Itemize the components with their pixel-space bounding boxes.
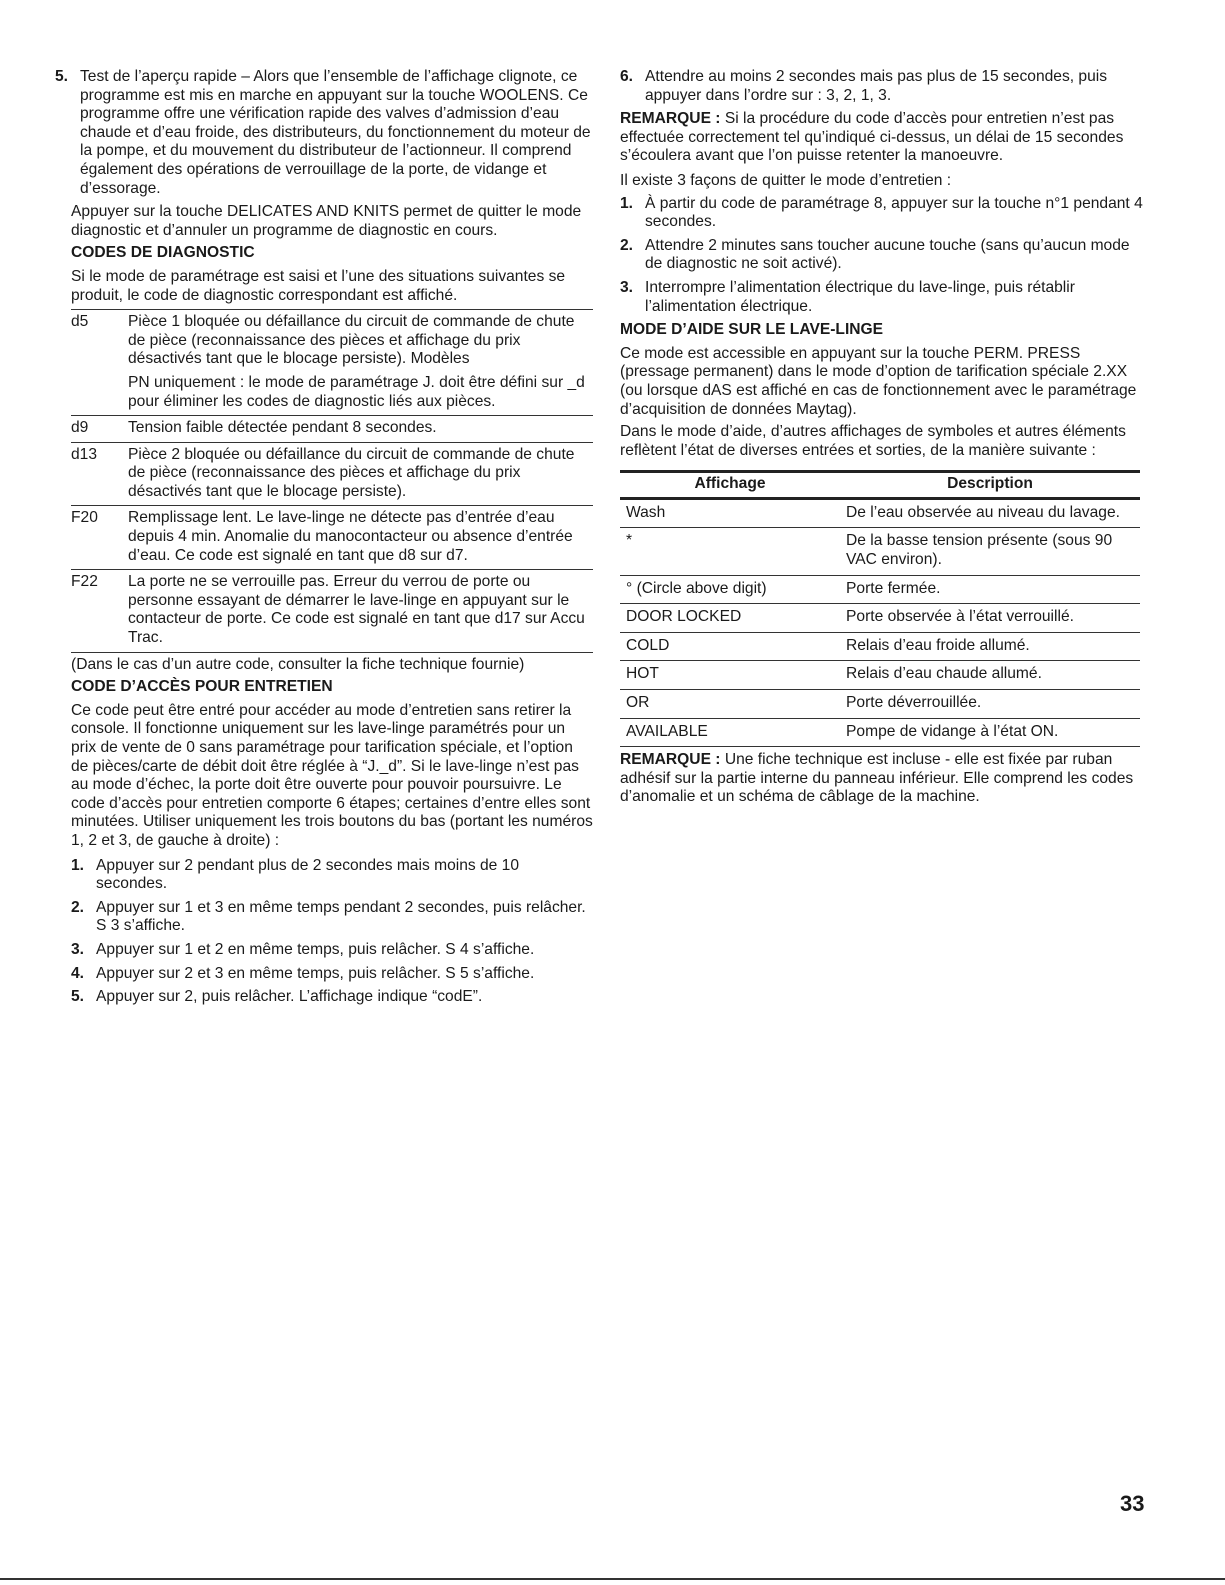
table-cell: AVAILABLE [620, 718, 840, 747]
section-heading: CODE D’ACCÈS POUR ENTRETIEN [71, 678, 333, 696]
list-item [71, 988, 593, 1007]
code-row [71, 310, 593, 416]
code-row [71, 570, 593, 652]
list-number: 2. [620, 236, 634, 254]
code-description [128, 313, 593, 411]
table-cell: De l’eau observée au niveau du lavage. [840, 498, 1140, 528]
section-heading: MODE D’AIDE SUR LE LAVE-LINGE [620, 321, 884, 339]
code-description-text: Remplissage lent. Le lave-linge ne détecte pas d’entrée d’eau depuis 4 min. Anomalie du manocontacteur ou absence d’entrée d’eau. Ce code est signalé en tant que d8 sur d7. [128, 509, 573, 564]
table-cell: Wash [620, 498, 840, 528]
code: F22 [71, 573, 98, 591]
section-heading: CODES DE DIAGNOSTIC [71, 244, 255, 262]
list-item [71, 899, 593, 936]
code-description-text: La porte ne se verrouille pas. Erreur du verrou de porte ou personne essayant de démarrer le lave-linge en appuyant sur le contacteur de porte. Ce code est signalé en tant que d17 sur Accu Trac. [128, 573, 585, 647]
code-row [71, 416, 593, 443]
list-item [71, 857, 593, 894]
table-cell: ° (Circle above digit) [620, 575, 840, 604]
remark-label: REMARQUE : [620, 751, 721, 769]
table-row [620, 661, 1140, 690]
list-number: 5. [71, 988, 85, 1006]
table-cell: Porte fermée. [840, 575, 1140, 604]
remark-text: Si la procédure du code d’accès pour entretien n’est pas effectuée correctement tel qu’indiqué ci-dessus, un délai de 15 secondes s’écoulera avant que l’on puisse retenter la manoeuvre. [620, 110, 1124, 165]
table-row [620, 575, 1140, 604]
code-description [128, 446, 593, 502]
list-text: Appuyer sur 2 pendant plus de 2 secondes mais moins de 10 secondes. [96, 856, 520, 893]
table-cell: Porte observée à l’état verrouillé. [840, 604, 1140, 633]
table-row [620, 498, 1140, 528]
left-column [55, 68, 593, 1012]
list-number: 4. [71, 964, 85, 982]
list-item [620, 279, 1146, 316]
list-item [71, 965, 593, 984]
code: d13 [71, 445, 98, 463]
code-description-text: Pièce 2 bloquée ou défaillance du circuit de commande de chute de pièce (reconnaissance des pièces et affichage du prix désactivés tant que le blocage persiste). [128, 445, 575, 500]
code: d9 [71, 419, 89, 437]
table-cell: HOT [620, 661, 840, 690]
list-item [620, 195, 1146, 232]
table-cell: Relais d’eau chaude allumé. [840, 661, 1140, 690]
list-text: Appuyer sur 1 et 3 en même temps pendant 2 secondes, puis relâcher. S 3 s’affiche. [96, 898, 586, 935]
table-cell: * [620, 528, 840, 575]
list-text: Appuyer sur 2, puis relâcher. L’affichage indique “codE”. [96, 988, 483, 1006]
list-number: 2. [71, 898, 85, 916]
remark-label: REMARQUE : [620, 110, 721, 128]
list-number: 5. [55, 68, 69, 85]
table-cell: Pompe de vidange à l’état ON. [840, 718, 1140, 747]
column-header: Affichage [620, 472, 840, 499]
table-header-row [620, 472, 1140, 499]
list-item [620, 68, 1146, 105]
page-number: 33 [1120, 1491, 1145, 1516]
list-number: 3. [620, 278, 634, 296]
list-number: 1. [71, 856, 85, 874]
code-description [128, 509, 593, 565]
right-column [620, 68, 1146, 811]
table-cell: Relais d’eau froide allumé. [840, 632, 1140, 661]
list-text: Appuyer sur 1 et 2 en même temps, puis relâcher. S 4 s’affiche. [96, 940, 535, 958]
table-cell: COLD [620, 632, 840, 661]
list-text: Test de l’aperçu rapide – Alors que l’ensemble de l’affichage clignote, ce programme est mis en marche en appuyant sur la touche WOOLENS. Ce programme offre une vérification rapide des valves d’admission d’eau chaude et d’eau froide, des distributeurs, du fonctionnement du moteur de la pompe, et du mouvement du distributeur de l’actionneur. Il comprend également des opérations de verrouillage de la porte, de vidange et d’essorage. [80, 68, 591, 197]
list-text: Appuyer sur 2 et 3 en même temps, puis relâcher. S 5 s’affiche. [96, 964, 535, 982]
list-item [620, 237, 1146, 274]
paragraph: Si le mode de paramétrage est saisi et l’une des situations suivantes se produit, le code de diagnostic correspondant est affiché. [71, 267, 566, 304]
table-row [620, 632, 1140, 661]
code-row [71, 443, 593, 507]
code-description-text: PN uniquement : le mode de paramétrage J. doit être défini sur _d pour éliminer les codes de diagnostic liés aux pièces. [128, 373, 585, 410]
list-number: 3. [71, 940, 85, 958]
paragraph: (Dans le cas d’un autre code, consulter la fiche technique fournie) [71, 655, 525, 673]
table-row [620, 690, 1140, 719]
table-row [620, 718, 1140, 747]
code-description-text: Pièce 1 bloquée ou défaillance du circuit de commande de chute de pièce (reconnaissance des pièces et affichage du prix désactivés tant que le blocage persiste). Modèles [128, 313, 575, 368]
paragraph: Appuyer sur la touche DELICATES AND KNITS permet de quitter le mode diagnostic et d’annuler un programme de diagnostic en cours. [71, 203, 582, 239]
list-item [71, 941, 593, 960]
paragraph: Ce mode est accessible en appuyant sur la touche PERM. PRESS (pressage permanent) dans le mode d’option de tarification spéciale 2.XX (ou lorsque dAS est affiché en cas de fonctionnement avec le paramétrage d’acquisition de données Maytag). [620, 344, 1137, 418]
paragraph: Ce code peut être entré pour accéder au mode d’entretien sans retirer la console. Il fonctionne uniquement sur les lave-linge paramétrés pour un prix de vente de 0 sans paramétrage pour tarification spéciale, et l’option de pièces/carte de débit doit être réglée à “J._d”. Si le lave-linge n’est pas au mode d’échec, la porte doit être ouverte pour pouvoir poursuivre. Le code d’accès pour entretien comporte 6 étapes; certaines d’entre elles sont minutées. Utiliser uniquement les trois boutons du bas (portant les numéros 1, 2 et 3, de gauche à droite) : [71, 701, 593, 849]
code-description [128, 573, 593, 647]
list-text: Interrompre l’alimentation électrique du lave-linge, puis rétablir l’alimentation électrique. [645, 278, 1075, 315]
list-number: 6. [620, 68, 634, 85]
list-text: Attendre 2 minutes sans toucher aucune touche (sans qu’aucun mode de diagnostic ne soit activé). [645, 236, 1130, 273]
diagnostic-codes-list [71, 309, 593, 653]
list-number: 1. [620, 194, 634, 212]
remark [620, 110, 1146, 166]
code: d5 [71, 313, 89, 331]
paragraph: Dans le mode d’aide, d’autres affichages de symboles et autres éléments reflètent l’état de diverses entrées et sorties, de la manière suivante : [620, 423, 1126, 459]
list-item [55, 68, 593, 198]
table-cell: OR [620, 690, 840, 719]
code-description-text: Tension faible détectée pendant 8 secondes. [128, 419, 437, 437]
remark [620, 751, 1146, 807]
list-text: Attendre au moins 2 secondes mais pas plus de 15 secondes, puis appuyer dans l’ordre sur : 3, 2, 1, 3. [645, 68, 1108, 104]
remark-text: Une fiche technique est incluse - elle est fixée par ruban adhésif sur la partie interne du panneau inférieur. Elle comprend les codes d’anomalie et un schéma de câblage de la machine. [620, 751, 1134, 806]
column-header: Description [840, 472, 1140, 499]
code-row [71, 506, 593, 570]
code: F20 [71, 509, 98, 527]
table-row [620, 528, 1140, 575]
table-cell: DOOR LOCKED [620, 604, 840, 633]
table-cell: Porte déverrouillée. [840, 690, 1140, 719]
list-text: À partir du code de paramétrage 8, appuyer sur la touche n°1 pendant 4 secondes. [645, 194, 1143, 231]
table-row [620, 604, 1140, 633]
code-description [128, 419, 593, 438]
paragraph: Il existe 3 façons de quitter le mode d’entretien : [620, 171, 952, 189]
table-cell: De la basse tension présente (sous 90 VAC environ). [840, 528, 1140, 575]
page-bottom-rule [0, 1578, 1225, 1580]
help-display-table [620, 470, 1140, 747]
